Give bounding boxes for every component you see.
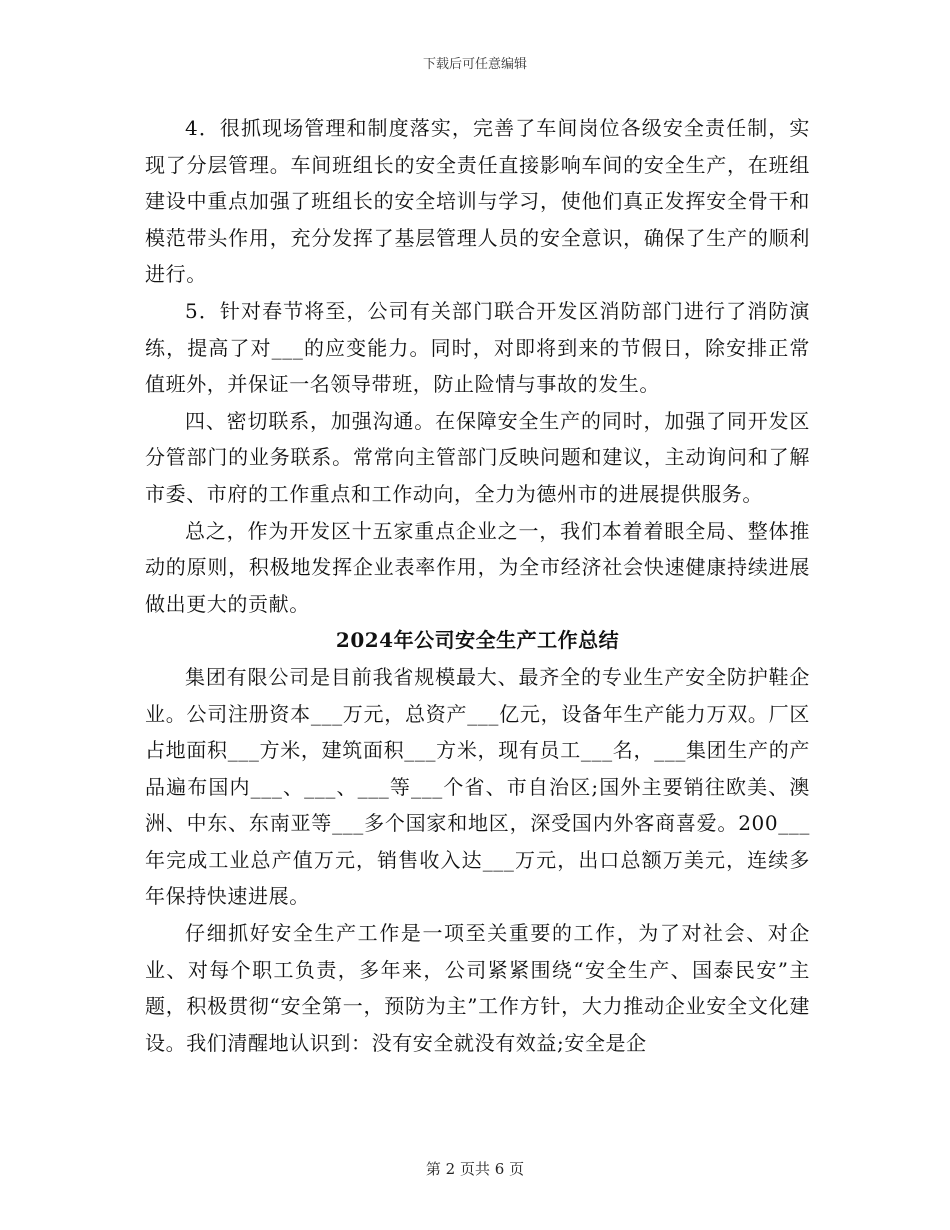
paragraph-company-intro: 集团有限公司是目前我省规模最大、最齐全的专业生产安全防护鞋企业。公司注册资本___万元，总资产___亿元，设备年生产能力万双。厂区占地面积___方米，建筑面积___方米，现有员工___名，___集团生产的产品遍布国内___、___、___等___个省、市自治区;国外主要销往欧美、澳洲、中东、东南亚等___多个国家和地区，深受国内外客商喜爱。200___年完成工业总产值万元，销售收入达___万元，出口总额万美元，连续多年保持快速进展。 xyxy=(145,664,810,909)
paragraph-conclusion: 总之，作为开发区十五家重点企业之一，我们本着着眼全局、整体推动的原则，积极地发挥企业表率作用，为全市经济社会快速健康持续进展做出更大的贡献。 xyxy=(145,518,810,616)
paragraph-safety-work: 仔细抓好安全生产工作是一项至关重要的工作，为了对社会、对企业、对每个职工负责，多年来，公司紧紧围绕“安全生产、国泰民安”主题，积极贯彻“安全第一，预防为主”工作方针，大力推动企业安全文化建设。我们清醒地认识到：没有安全就没有效益;安全是企 xyxy=(145,921,810,1055)
paragraph-5: 5．针对春节将至，公司有关部门联合开发区消防部门进行了消防演练，提高了对___的应变能力。同时，对即将到来的节假日，除安排正常值班外，并保证一名领导带班，防止险情与事故的发生。 xyxy=(145,298,810,397)
page-footer: 第 2 页共 6 页 xyxy=(425,1160,525,1178)
paragraph-4: 4．很抓现场管理和制度落实，完善了车间岗位各级安全责任制，实现了分层管理。车间班组长的安全责任直接影响车间的安全生产，在班组建设中重点加强了班组长的安全培训与学习，使他们真正发挥安全骨干和模范带头作用，充分发挥了基层管理人员的安全意识，确保了生产的顺利进行。 xyxy=(145,116,810,287)
page-header: 下载后可任意编辑 xyxy=(422,57,527,72)
document-body xyxy=(145,110,810,1061)
section-title: 2024年公司安全生产工作总结 xyxy=(335,628,620,653)
paragraph-section-four: 四、密切联系，加强沟通。在保障安全生产的同时，加强了同开发区分管部门的业务联系。常常向主管部门反映问题和建议，主动询问和了解市委、市府的工作重点和工作动向，全力为德州市的进展提供服务。 xyxy=(145,408,810,506)
